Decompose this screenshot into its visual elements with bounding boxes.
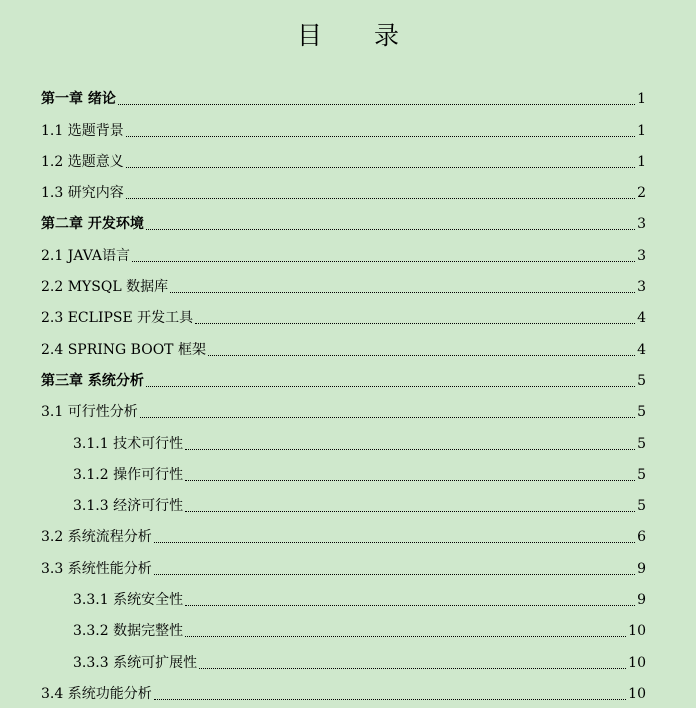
toc-entry[interactable] <box>41 486 646 517</box>
toc-page-number: 5 <box>637 372 646 389</box>
toc-page-number: 3 <box>637 216 646 233</box>
toc-entry[interactable] <box>41 517 646 548</box>
toc-entry-text: 3.3.3 系统可扩展性 <box>73 654 198 671</box>
toc-entry[interactable] <box>41 173 646 204</box>
toc-leader-dots <box>185 636 626 637</box>
toc-entry[interactable] <box>41 392 646 423</box>
toc-leader-dots <box>154 574 635 575</box>
toc-entry-text: 3.3.1 系统安全性 <box>73 592 184 609</box>
toc-page-number: 5 <box>637 435 646 452</box>
toc-entry[interactable] <box>41 455 646 486</box>
toc-page-number: 6 <box>637 529 646 546</box>
toc-entry-text: 第三章 系统分析 <box>41 372 144 389</box>
toc-entry[interactable] <box>41 329 646 360</box>
toc-page-number: 10 <box>628 623 646 640</box>
toc-entry-text: 第一章 绪论 <box>41 91 116 108</box>
toc-page-number: 2 <box>637 185 646 202</box>
toc-page-number: 10 <box>628 654 646 671</box>
toc-page-number: 3 <box>637 279 646 296</box>
toc-entry[interactable] <box>41 580 646 611</box>
toc-entry-text: 3.1.1 技术可行性 <box>73 435 184 452</box>
toc-page-number: 9 <box>637 592 646 609</box>
toc-leader-dots <box>118 104 635 105</box>
toc-page-number: 1 <box>637 122 646 139</box>
toc-page-number: 5 <box>637 466 646 483</box>
toc-leader-dots <box>132 261 635 262</box>
toc-entry-text: 3.3 系统性能分析 <box>41 560 152 577</box>
toc-leader-dots <box>154 542 635 543</box>
toc-list <box>41 79 646 705</box>
toc-entry-text: 2.2 MYSQL 数据库 <box>41 279 169 296</box>
toc-leader-dots <box>185 605 635 606</box>
toc-leader-dots <box>199 668 626 669</box>
toc-entry-text: 2.4 SPRING BOOT 框架 <box>41 341 206 358</box>
toc-title: 目 录 <box>297 21 421 50</box>
toc-leader-dots <box>195 323 635 324</box>
toc-leader-dots <box>146 386 635 387</box>
toc-leader-dots <box>140 417 635 418</box>
toc-entry[interactable] <box>41 235 646 266</box>
toc-entry-text: 2.3 ECLIPSE 开发工具 <box>41 310 194 327</box>
toc-page-number: 4 <box>637 310 646 327</box>
toc-entry[interactable] <box>41 642 646 673</box>
toc-leader-dots <box>208 355 635 356</box>
toc-entry[interactable] <box>41 361 646 392</box>
toc-entry-text: 3.1 可行性分析 <box>41 404 138 421</box>
toc-entry-text: 2.1 JAVA语言 <box>41 247 131 264</box>
toc-leader-dots <box>185 511 635 512</box>
toc-leader-dots <box>126 198 635 199</box>
toc-page-number: 1 <box>637 91 646 108</box>
toc-entry[interactable] <box>41 142 646 173</box>
toc-leader-dots <box>146 229 635 230</box>
toc-entry-text: 1.1 选题背景 <box>41 122 124 139</box>
toc-page-number: 3 <box>637 247 646 264</box>
toc-leader-dots <box>170 292 635 293</box>
toc-entry[interactable] <box>41 267 646 298</box>
toc-entry-text: 第二章 开发环境 <box>41 216 144 233</box>
toc-page-number: 4 <box>637 341 646 358</box>
toc-leader-dots <box>126 167 635 168</box>
toc-leader-dots <box>154 699 626 700</box>
toc-leader-dots <box>185 449 635 450</box>
toc-entry[interactable] <box>41 204 646 235</box>
toc-entry[interactable] <box>41 548 646 579</box>
toc-page-number: 5 <box>637 498 646 515</box>
toc-entry-text: 3.1.3 经济可行性 <box>73 498 184 515</box>
toc-entry[interactable] <box>41 110 646 141</box>
toc-entry-text: 1.3 研究内容 <box>41 185 124 202</box>
toc-page-number: 9 <box>637 560 646 577</box>
toc-page-number: 5 <box>637 404 646 421</box>
toc-entry-text: 3.1.2 操作可行性 <box>73 466 184 483</box>
toc-entry[interactable] <box>41 423 646 454</box>
toc-entry[interactable] <box>41 611 646 642</box>
toc-entry-text: 1.2 选题意义 <box>41 153 124 170</box>
toc-entry[interactable] <box>41 674 646 705</box>
toc-leader-dots <box>126 136 635 137</box>
toc-page-number: 10 <box>628 685 646 702</box>
toc-entry[interactable] <box>41 298 646 329</box>
toc-page-number: 1 <box>637 153 646 170</box>
toc-entry-text: 3.3.2 数据完整性 <box>73 623 184 640</box>
toc-entry-text: 3.4 系统功能分析 <box>41 685 152 702</box>
toc-entry[interactable] <box>41 79 646 110</box>
toc-entry-text: 3.2 系统流程分析 <box>41 529 152 546</box>
toc-leader-dots <box>185 480 635 481</box>
